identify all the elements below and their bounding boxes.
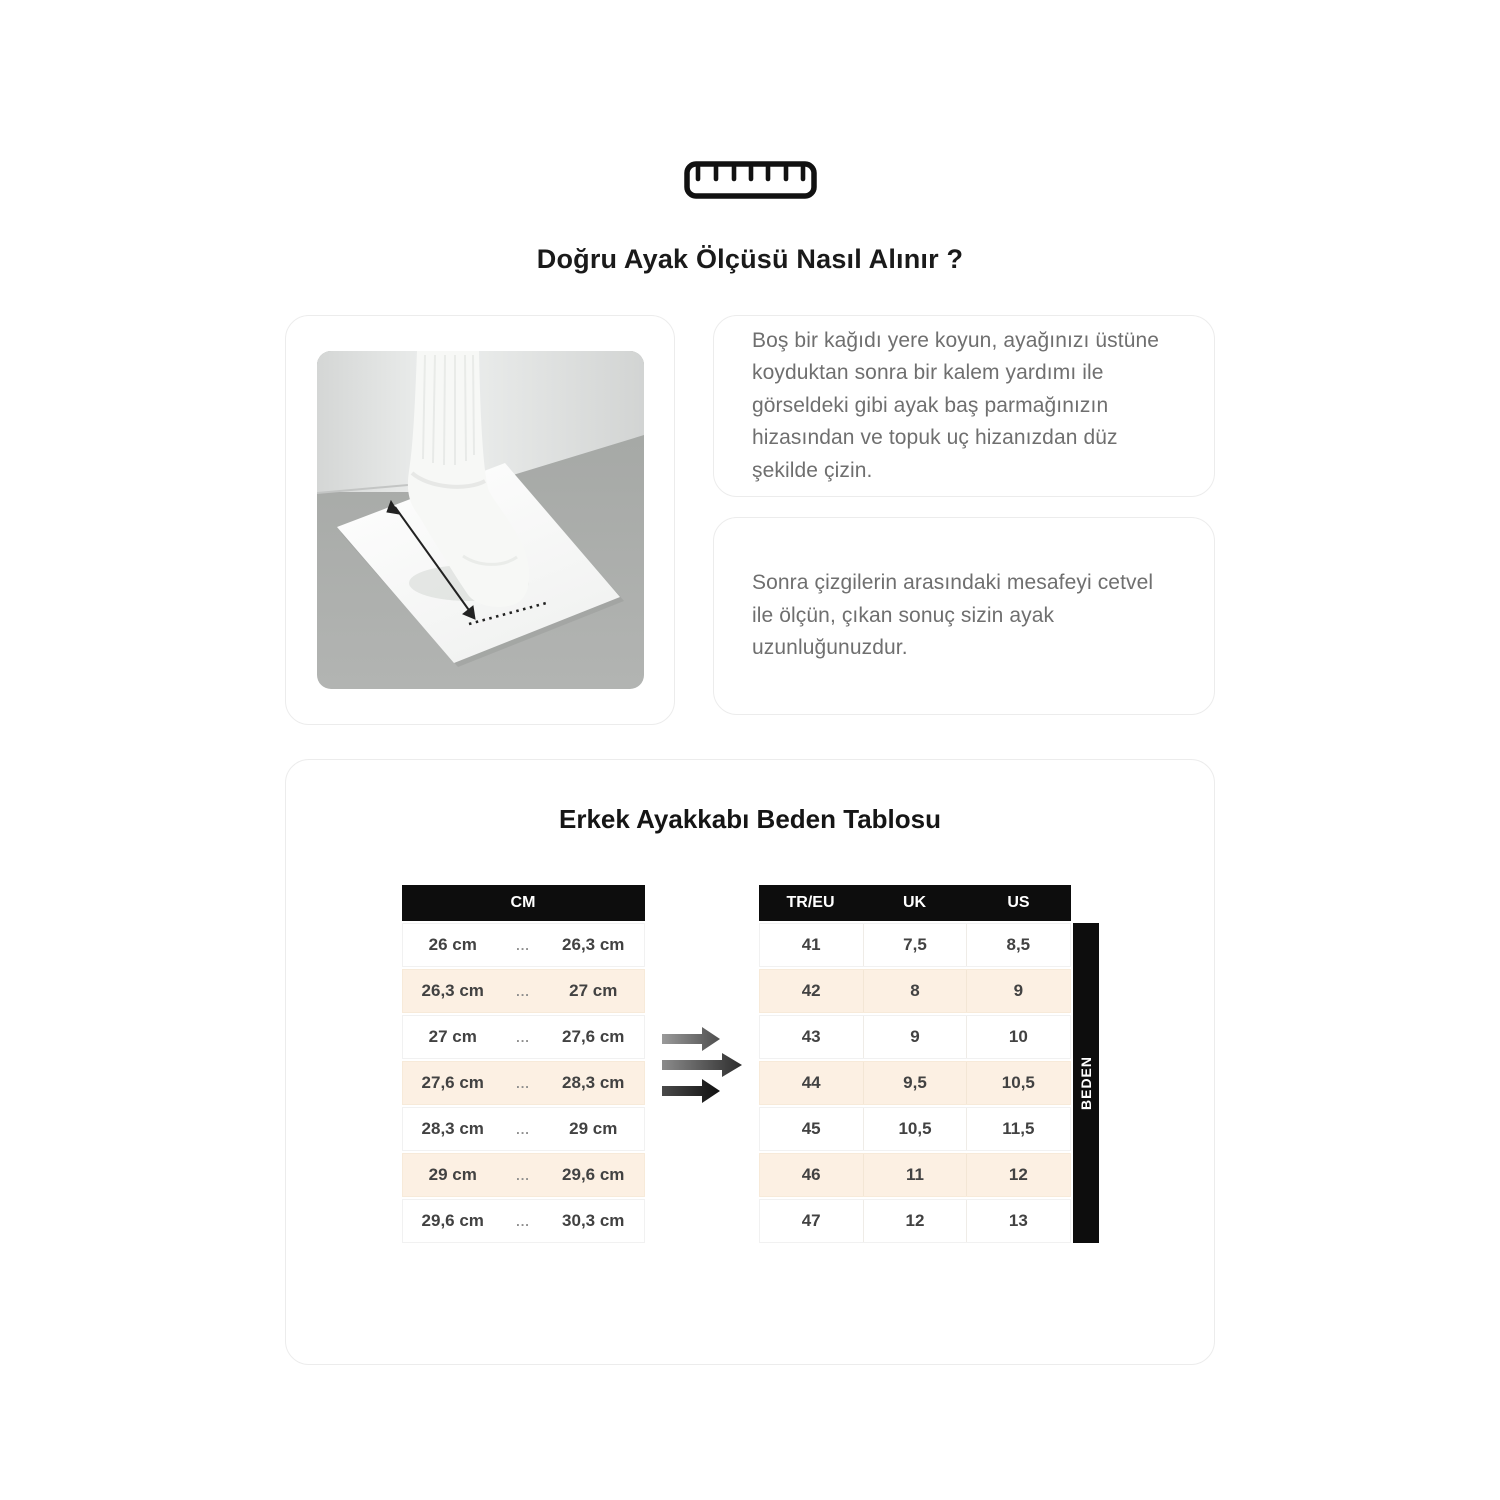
size-us: 12 [966,1154,1069,1196]
cm-to: 27,6 cm [562,1027,625,1046]
cm-row [402,1015,645,1059]
cm-from: 27,6 cm [421,1073,484,1092]
transfer-arrows-icon [660,1025,744,1110]
foot-measurement-image [317,351,644,689]
header-tr-eu: TR/EU [786,894,835,911]
size-row [759,1153,1071,1197]
instruction-text-1: Boş bir kağıdı yere koyun, ayağınızı üstüne koyduktan sonra bir kalem yardımı ile görseldeki gibi ayak baş parmağınızın hizasından ve topuk uç hizanızdan düz şekilde çizin. [752,328,1160,482]
cm-to: 30,3 cm [562,1211,625,1230]
size-tr-eu: 45 [801,1119,821,1138]
cm-table-body [402,923,645,1243]
cm-row [402,1199,645,1243]
size-us: 11,5 [966,1108,1069,1150]
size-us: 10 [966,1016,1069,1058]
cm-separator: ... [516,1121,530,1137]
size-tr-eu: 43 [801,1027,821,1046]
size-uk: 8 [863,970,966,1012]
size-uk: 10,5 [863,1108,966,1150]
size-chart-title: Erkek Ayakkabı Beden Tablosu [559,804,941,834]
beden-side-label: BEDEN [1073,923,1099,1243]
size-tr-eu: 44 [801,1073,821,1092]
cm-row [402,923,645,967]
ruler-icon [285,160,1215,202]
cm-separator: ... [516,1213,530,1229]
cm-to: 28,3 cm [562,1073,625,1092]
cm-to: 29,6 cm [562,1165,625,1184]
size-uk: 9,5 [863,1062,966,1104]
instruction-card-1 [713,315,1215,497]
size-uk: 7,5 [863,924,966,966]
cm-separator: ... [516,937,530,953]
cm-from: 26,3 cm [421,981,484,1000]
cm-from: 28,3 cm [421,1119,484,1138]
cm-row [402,969,645,1013]
size-tr-eu: 46 [801,1165,821,1184]
header-uk: UK [902,894,927,911]
cm-from: 27 cm [428,1027,477,1046]
size-us: 13 [966,1200,1069,1242]
size-row [759,923,1071,967]
instruction-text-2: Sonra çizgilerin arasındaki mesafeyi cetvel ile ölçün, çıkan sonuç sizin ayak uzunluğunuzdur. [752,571,1154,660]
cm-from: 29 cm [428,1165,477,1184]
size-table [759,885,1071,1243]
cm-row [402,1153,645,1197]
size-us: 9 [966,970,1069,1012]
cm-separator: ... [516,1029,530,1045]
size-table-header [759,885,1071,921]
size-table-body [759,923,1071,1243]
cm-table-header [402,885,645,921]
size-chart-card [285,759,1215,1365]
size-tables-row [286,885,1214,1245]
cm-separator: ... [516,1075,530,1091]
cm-table [402,885,645,1245]
cm-to: 26,3 cm [562,935,625,954]
cm-from: 29,6 cm [421,1211,484,1230]
measurement-photo-card [285,315,675,725]
instructions-row [285,315,1215,725]
instruction-cards [713,315,1215,725]
size-us: 8,5 [966,924,1069,966]
size-uk: 11 [863,1154,966,1196]
cm-row [402,1061,645,1105]
size-tr-eu: 41 [801,935,821,954]
instruction-card-2 [713,517,1215,715]
header-us: US [1007,894,1030,911]
size-row [759,1015,1071,1059]
cm-header-label: CM [510,894,536,911]
size-tr-eu: 47 [801,1211,821,1230]
size-row [759,1061,1071,1105]
size-us: 10,5 [966,1062,1069,1104]
size-tr-eu: 42 [801,981,821,1000]
size-table-wrap [759,885,1094,1245]
size-uk: 9 [863,1016,966,1058]
size-row [759,1107,1071,1151]
page-title: Doğru Ayak Ölçüsü Nasıl Alınır ? [536,244,964,274]
size-row [759,969,1071,1013]
cm-from: 26 cm [428,935,477,954]
size-row [759,1199,1071,1243]
cm-separator: ... [516,983,530,999]
cm-row [402,1107,645,1151]
cm-to: 27 cm [569,981,618,1000]
size-uk: 12 [863,1200,966,1242]
cm-separator: ... [516,1167,530,1183]
cm-to: 29 cm [569,1119,618,1138]
